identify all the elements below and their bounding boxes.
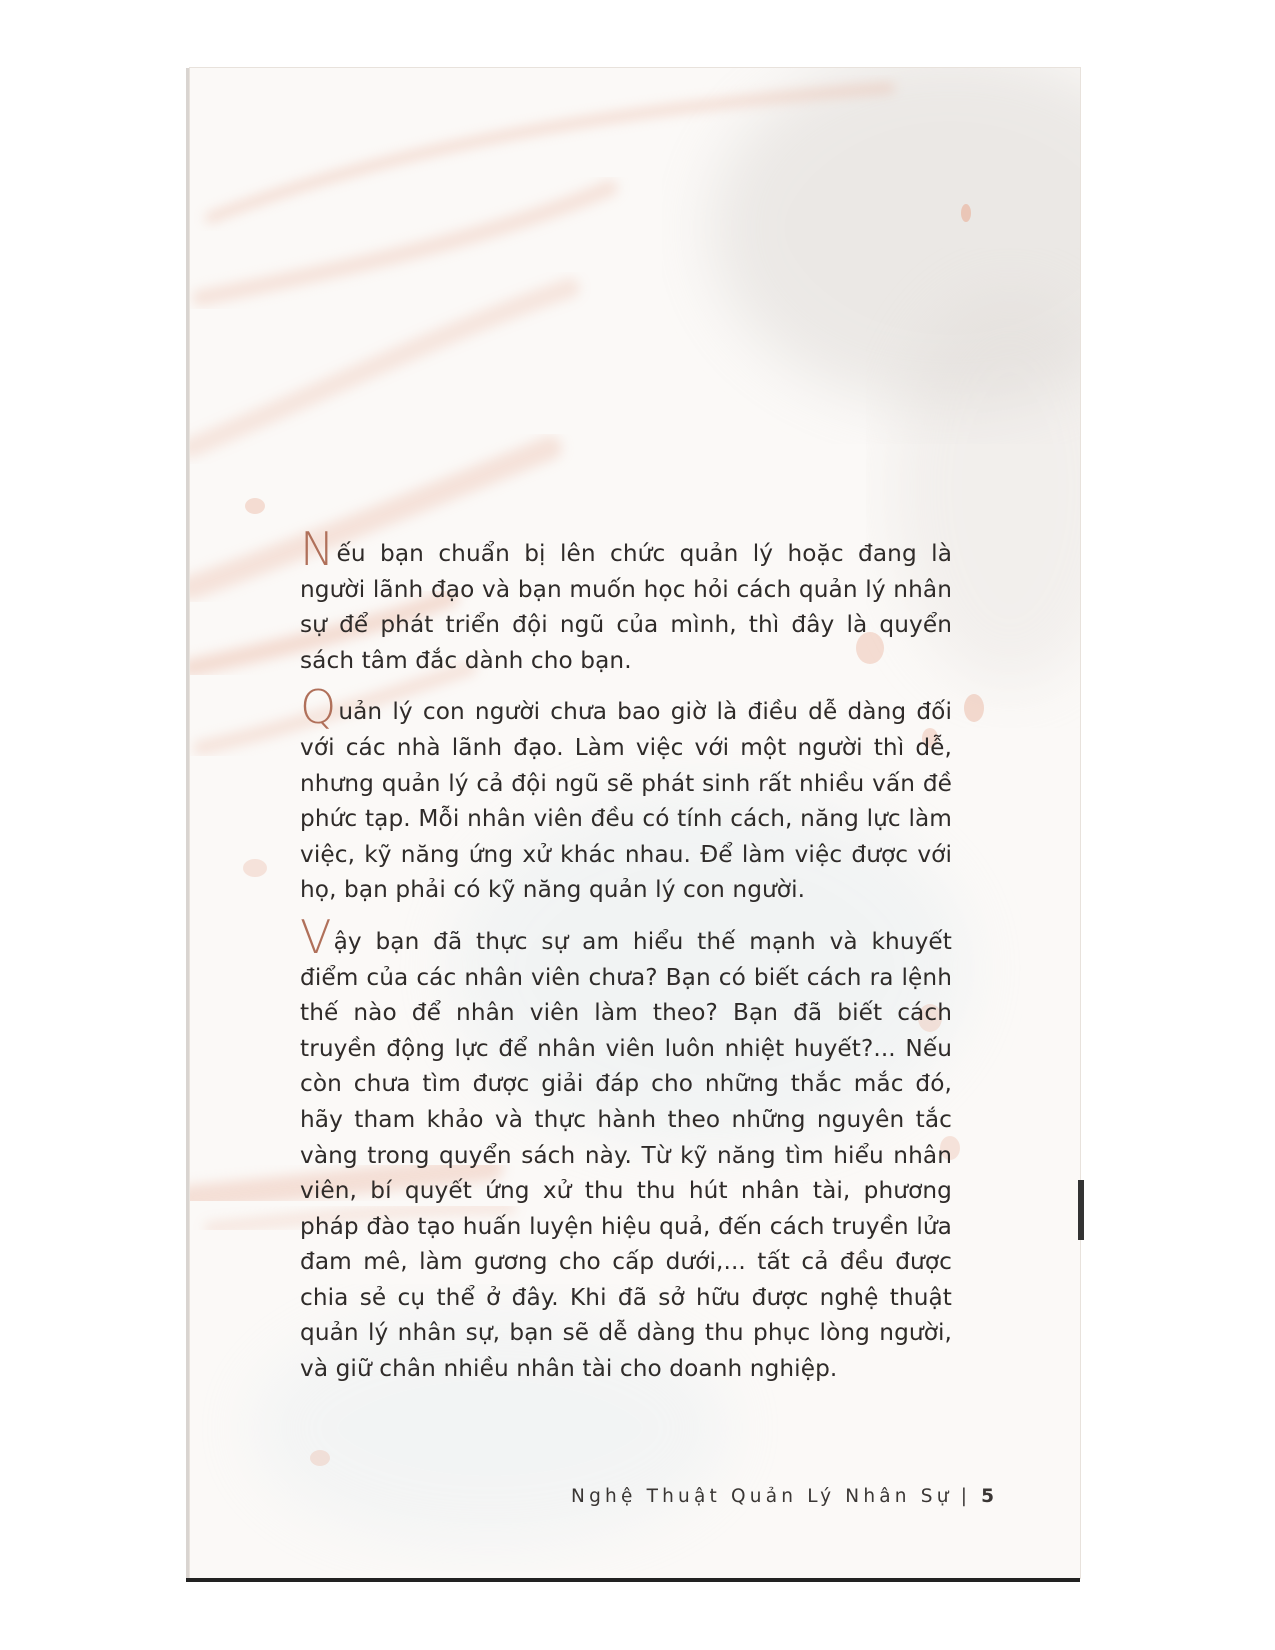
footer-book-title: Nghệ Thuật Quản Lý Nhân Sự: [571, 1486, 953, 1507]
dropcap-2: Q: [300, 680, 337, 735]
dropcap-1: N: [300, 522, 335, 576]
paragraph-3-text: ậy bạn đã thực sự am hiểu thế mạnh và khuyết điểm của các nhân viên chưa? Bạn có biết cách ra lệnh thế nào để nhân viên làm theo? Bạn đã biết cách truyền động lực để nhân viên luôn nhiệt huyết?... Nếu còn chưa tìm được giải đáp cho những thắc mắc đó, hãy tham khảo và thực hành theo những nguyên tắc vàng trong quyển sách này. Từ kỹ năng tìm hiểu nhân viên, bí quyết ứng xử thu thu hút nhân tài, phương pháp đào tạo huấn luyện hiệu quả, đến cách truyền lửa đam mê, làm gương cho cấp dưới,... tất cả đều được chia sẻ cụ thể ở đây. Khi đã sở hữu được nghệ thuật quản lý nhân sự, bạn sẽ dễ dàng thu phục lòng người, và giữ chân nhiều nhân tài cho doanh nghiệp.: [300, 927, 952, 1383]
body-text: [300, 522, 952, 1401]
footer-separator: |: [960, 1486, 972, 1507]
book-page: [190, 68, 1080, 1578]
paragraph-1: [300, 522, 952, 678]
paragraph-2: [300, 680, 952, 908]
page-bottom-edge: [186, 1578, 1080, 1582]
paragraph-2-text: uản lý con người chưa bao giờ là điều dễ dàng đối với các nhà lãnh đạo. Làm việc với một người thì dễ, nhưng quản lý cả đội ngũ sẽ phát sinh rất nhiều vấn đề phức tạp. Mỗi nhân viên đều có tính cách, năng lực làm việc, kỹ năng ứng xử khác nhau. Để làm việc được với họ, bạn phải có kỹ năng quản lý con người.: [300, 698, 952, 904]
paragraph-3: [300, 909, 952, 1387]
page-side-tab: [1078, 1180, 1084, 1240]
paragraph-1-text: ếu bạn chuẩn bị lên chức quản lý hoặc đang là người lãnh đạo và bạn muốn học hỏi cách quản lý nhân sự để phát triển đội ngũ của mình, thì đây là quyển sách tâm đắc dành cho bạn.: [300, 540, 952, 674]
page-number: 5: [981, 1486, 994, 1507]
running-footer: [494, 1486, 994, 1507]
dropcap-3: V: [300, 909, 332, 964]
